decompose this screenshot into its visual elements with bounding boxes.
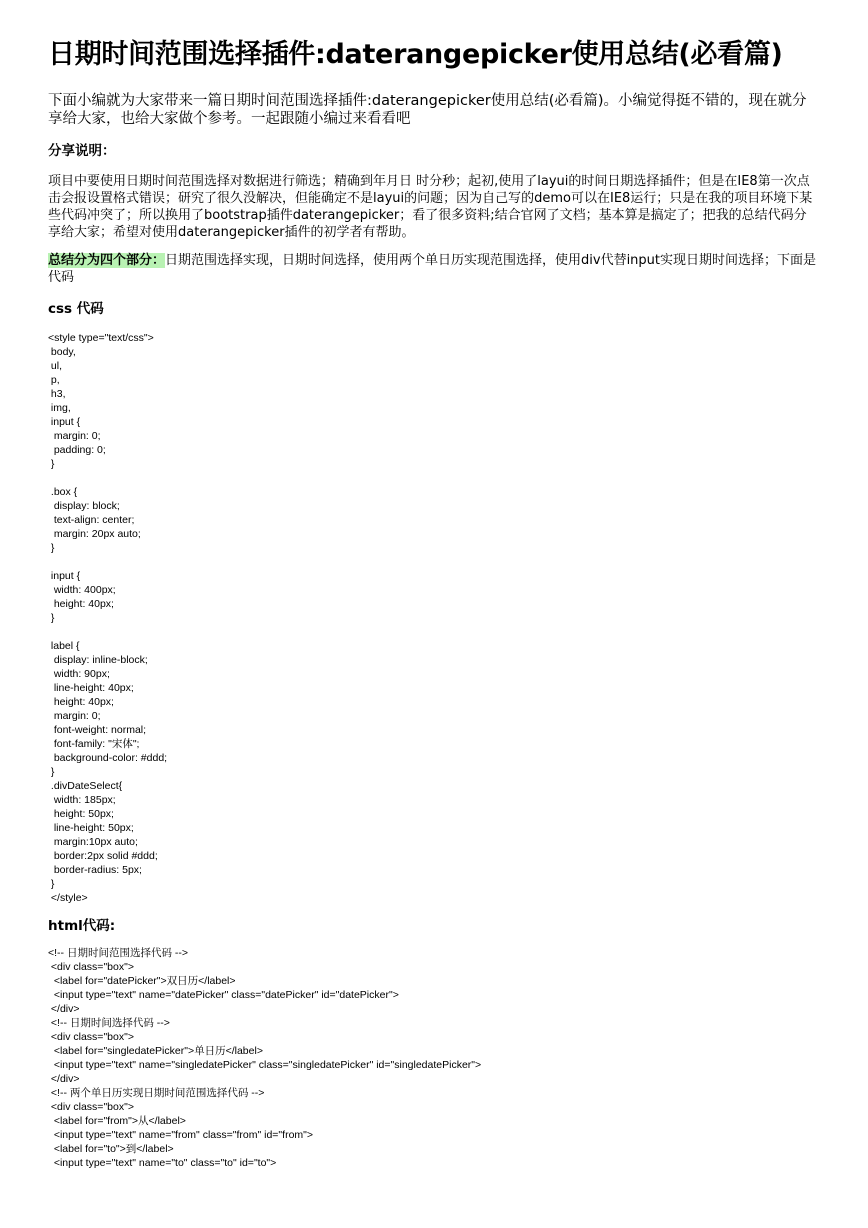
code-line: input { bbox=[48, 570, 81, 582]
code-line: font-family: "宋体"; bbox=[48, 738, 140, 750]
code-line: background-color: #ddd; bbox=[48, 752, 168, 764]
code-line: height: 40px; bbox=[48, 598, 114, 610]
code-line: <input type="text" name="to" class="to" id="to"> bbox=[48, 1157, 277, 1169]
code-line: <!-- 日期时间选择代码 --> bbox=[48, 1017, 170, 1029]
code-line: </div> bbox=[48, 1003, 80, 1015]
code-line: } bbox=[48, 878, 55, 890]
code-line: label { bbox=[48, 640, 80, 652]
code-line: .box { bbox=[48, 486, 78, 498]
code-line: width: 185px; bbox=[48, 794, 116, 806]
code-line: margin: 0; bbox=[48, 430, 101, 442]
code-line bbox=[48, 471, 818, 485]
code-line: </div> bbox=[48, 1073, 80, 1085]
html-code-block bbox=[48, 946, 818, 1170]
summary-paragraph bbox=[48, 252, 818, 286]
summary-text: 日期范围选择实现，日期时间选择，使用两个单日历实现范围选择，使用div代替input实现日期时间选择；下面是代码 bbox=[48, 253, 817, 285]
code-line: <label for="singledatePicker">单日历</label> bbox=[48, 1045, 263, 1057]
code-line: </style> bbox=[48, 892, 88, 904]
code-line: text-align: center; bbox=[48, 514, 135, 526]
code-line: display: inline-block; bbox=[48, 654, 148, 666]
code-line: <label for="datePicker">双日历</label> bbox=[48, 975, 236, 987]
code-line: line-height: 50px; bbox=[48, 822, 134, 834]
code-line: <!-- 日期时间范围选择代码 --> bbox=[48, 947, 189, 959]
code-line: input { bbox=[48, 416, 81, 428]
share-paragraph: 项目中要使用日期时间范围选择对数据进行筛选；精确到年月日 时分秒；起初,使用了layui的时间日期选择插件；但是在IE8第一次点击会报设置格式错误；研究了很久没解决，但能确定不是layui的问题；因为自己写的demo可以在IE8运行；只是在我的项目环境下某些代码冲突了；所以换用了bootstrap插件daterangepicker；看了很多资料;结合官网了文档；基本算是搞定了；把我的总结代码分享给大家；希望对使用daterangepicker插件的初学者有帮助。 bbox=[48, 174, 813, 240]
code-line: margin:10px auto; bbox=[48, 836, 138, 848]
code-line bbox=[48, 625, 818, 639]
share-heading: 分享说明： bbox=[48, 143, 116, 159]
code-line: ul, bbox=[48, 360, 63, 372]
code-line: <input type="text" name="singledatePicker" class="singledatePicker" id="singledatePicker"> bbox=[48, 1059, 482, 1071]
code-line: border:2px solid #ddd; bbox=[48, 850, 158, 862]
code-line: line-height: 40px; bbox=[48, 682, 134, 694]
summary-highlight: 总结分为四个部分： bbox=[48, 253, 166, 268]
code-line: .divDateSelect{ bbox=[48, 780, 123, 792]
code-line: width: 90px; bbox=[48, 668, 110, 680]
code-line: height: 50px; bbox=[48, 808, 114, 820]
code-line: } bbox=[48, 766, 55, 778]
css-code-block bbox=[48, 331, 818, 905]
code-line: font-weight: normal; bbox=[48, 724, 147, 736]
code-line: border-radius: 5px; bbox=[48, 864, 142, 876]
code-line: <input type="text" name="datePicker" class="datePicker" id="datePicker"> bbox=[48, 989, 399, 1001]
code-line bbox=[48, 555, 818, 569]
code-line: } bbox=[48, 542, 55, 554]
code-line: <!-- 两个单日历实现日期时间范围选择代码 --> bbox=[48, 1087, 265, 1099]
code-line: display: block; bbox=[48, 500, 120, 512]
code-line: h3, bbox=[48, 388, 66, 400]
code-line: margin: 0; bbox=[48, 710, 101, 722]
code-line: <div class="box"> bbox=[48, 961, 134, 973]
code-line: <div class="box"> bbox=[48, 1101, 134, 1113]
code-line: <input type="text" name="from" class="from" id="from"> bbox=[48, 1129, 314, 1141]
code-line: } bbox=[48, 458, 55, 470]
code-line: width: 400px; bbox=[48, 584, 116, 596]
code-line: <label for="to">到</label> bbox=[48, 1143, 174, 1155]
intro-paragraph: 下面小编就为大家带来一篇日期时间范围选择插件:daterangepicker使用总结(必看篇)。小编觉得挺不错的，现在就分享给大家，也给大家做个参考。一起跟随小编过来看看吧 bbox=[48, 93, 807, 127]
css-heading: css 代码 bbox=[48, 301, 104, 317]
code-line: } bbox=[48, 612, 55, 624]
code-line: img, bbox=[48, 402, 71, 414]
page-title: 日期时间范围选择插件:daterangepicker使用总结(必看篇) bbox=[48, 39, 783, 70]
code-line: height: 40px; bbox=[48, 696, 114, 708]
code-line: <style type="text/css"> bbox=[48, 332, 154, 344]
code-line: margin: 20px auto; bbox=[48, 528, 141, 540]
code-line: p, bbox=[48, 374, 60, 386]
code-line: padding: 0; bbox=[48, 444, 106, 456]
code-line: <div class="box"> bbox=[48, 1031, 134, 1043]
code-line: <label for="from">从</label> bbox=[48, 1115, 186, 1127]
article bbox=[48, 38, 818, 1182]
html-heading: html代码: bbox=[48, 918, 116, 934]
code-line: body, bbox=[48, 346, 76, 358]
